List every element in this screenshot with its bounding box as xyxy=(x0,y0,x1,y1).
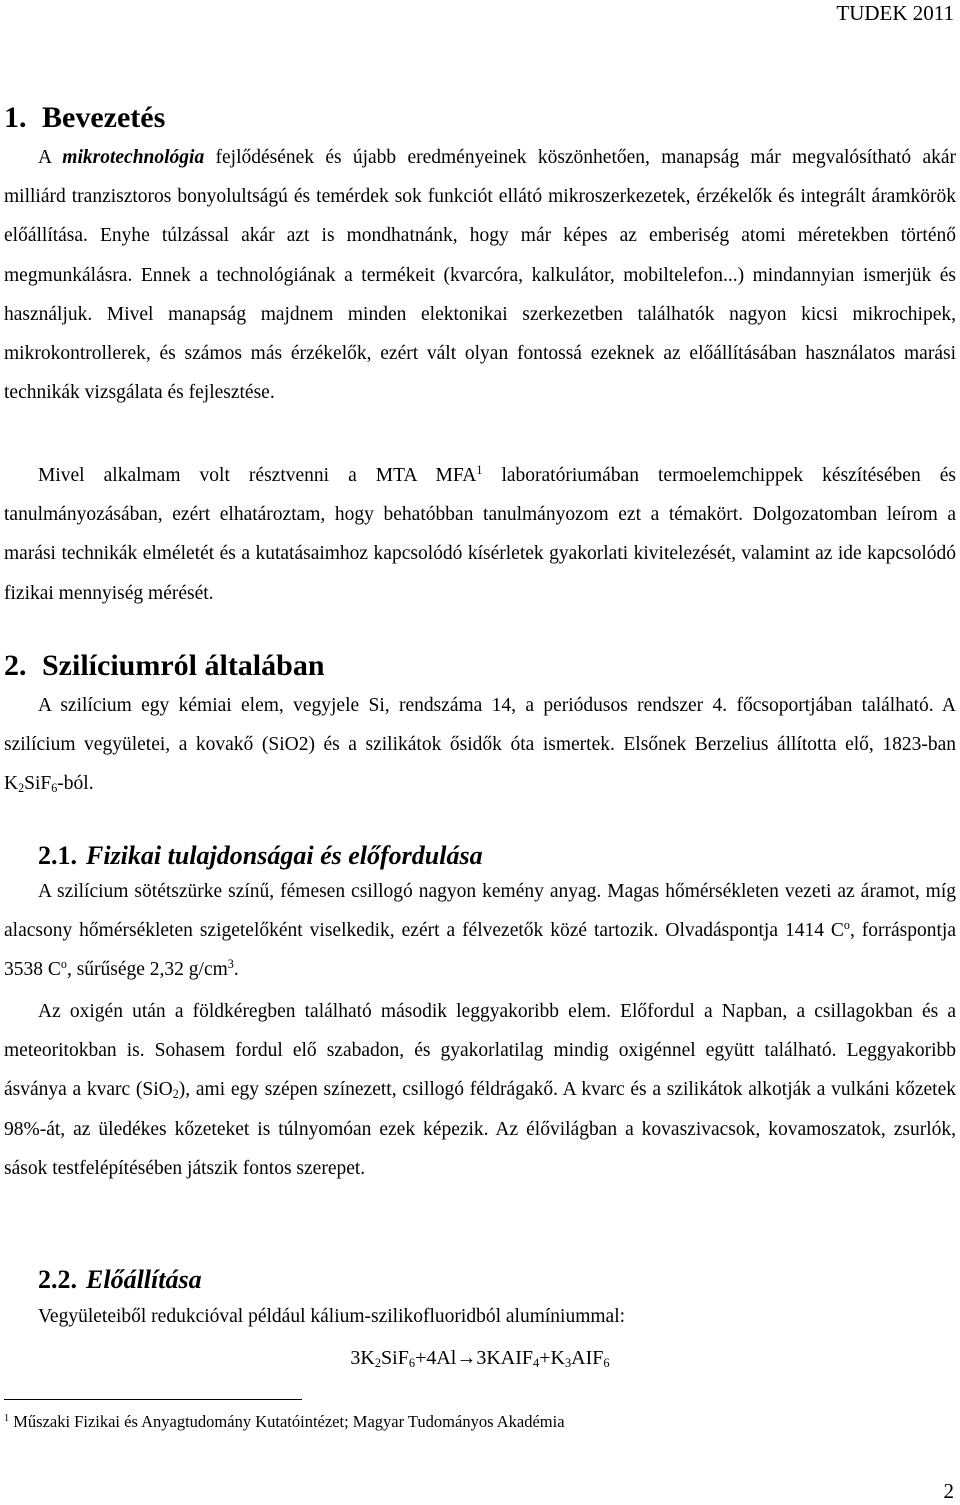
section-heading-2 xyxy=(4,648,325,684)
subsection-number: 2.1. xyxy=(38,841,77,870)
equation-term: 3KAIF xyxy=(476,1347,534,1369)
reaction-arrow-icon: → xyxy=(456,1347,477,1369)
text-run: Mivel alkalmam volt résztvenni a MTA MFA xyxy=(38,465,477,486)
running-header: TUDEK 2011 xyxy=(836,1,954,25)
intro-paragraph-2 xyxy=(4,456,956,613)
page-number: 2 xyxy=(943,1479,954,1503)
superscript: o xyxy=(60,957,67,972)
silicon-general-paragraph xyxy=(4,686,956,804)
equation-term: 3K xyxy=(350,1347,375,1369)
subsection-heading-2-2 xyxy=(38,1264,202,1296)
subscript: 2 xyxy=(374,1356,382,1371)
footnote-text: Műszaki Fizikai és Anyagtudomány Kutatóintézet; Magyar Tudományos Akadémia xyxy=(9,1412,565,1431)
physical-properties-paragraph xyxy=(4,872,956,990)
text-run: laboratóriumában termoelemchippek készítésében és tanulmányozásában, ezért elhatároztam, hogy behatóbban tanulmányozom ezt a témakört. Dolgozatomban leírom a marási technikák elméletét és a kutatásaimhoz kapcsolódó kísérletek gyakorlati kivitelezését, valamint az ide kapcsolódó fizikai mennyiség mérését. xyxy=(4,465,956,604)
section-number: 1. xyxy=(4,101,27,134)
text-run: Vegyületeiből redukcióval például kálium-szilikofluoridból alumíniummal: xyxy=(38,1306,626,1327)
footnote-mark: 1 xyxy=(4,1412,10,1424)
subscript: 6 xyxy=(408,1356,416,1371)
superscript: 3 xyxy=(227,957,234,972)
subscript: 6 xyxy=(51,781,58,796)
text-run: Az oxigén után a földkéregben található második leggyakoribb elem. Előfordul a Napban, a csillagokban és a meteoritokban is. Sohasem fordul elő szabadon, és gyakorlatilag mindig oxigénnel együtt található. Leggyakoribb ásványa a kvarc (SiO xyxy=(4,1001,956,1101)
section-heading-1 xyxy=(4,100,165,136)
footnote-ref: 1 xyxy=(476,462,483,477)
text-run: A xyxy=(38,147,63,168)
text-run: fejlődésének és újabb eredményeinek köszönhetően, manapság már megvalósítható akár milliárd tranzisztoros bonyolultságú és temérdek sok funkciót ellátó mikroszerkezetek, érzékelők és integrált áramkörök előállítása. Enyhe túlzással akár azt is mondhatnánk, hogy már képes az emberiség atomi méretekben történő megmunkálásra. Ennek a technológiának a termékeit (kvarcóra, kalkulátor, mobiltelefon...) mindannyian ismerjük és használjuk. Mivel manapság majdnem minden elektonikai szerkezetben találhatók nagyon kicsi mikrochipek, mikrokontrollerek, és számos más érzékelők, ezért vált olyan fontossá ezeknek az előállításában használatos marási technikák vizsgálata és fejlesztése. xyxy=(4,147,956,404)
subscript: 2 xyxy=(172,1087,179,1102)
production-paragraph xyxy=(4,1297,956,1336)
reaction-equation xyxy=(0,1345,960,1371)
text-run: A szilícium egy kémiai elem, vegyjele Si, rendszáma 14, a periódusos rendszer 4. főcsoportjában található. A szilícium vegyületei, a kovakő (SiO2) és a szilikátok ősidők óta ismertek. Elsőnek Berzelius állította elő, 1823-ban K xyxy=(4,695,956,795)
equation-term: +4Al xyxy=(415,1347,457,1369)
text-run: , forráspontja 3538 C xyxy=(4,920,957,981)
subscript: 3 xyxy=(564,1356,572,1371)
equation-term: +K xyxy=(539,1347,565,1369)
section-number: 2. xyxy=(4,649,27,682)
subscript: 2 xyxy=(18,781,25,796)
subscript: 6 xyxy=(603,1356,610,1371)
section-title: Bevezetés xyxy=(42,101,166,134)
text-run: A szilícium sötétszürke színű, fémesen csillogó nagyon kemény anyag. Magas hőmérsékleten vezeti az áramot, míg alacsony hőmérsékleten szigetelőként viselkedik, ezért a félvezetők közé tartozik. Olvadáspontja 1414 C xyxy=(4,881,956,942)
superscript: o xyxy=(843,917,850,932)
text-run: ), ami egy szépen színezett, csillogó féldrágakő. A kvarc és a szilikátok alkotják a vulkáni kőzetek 98%-át, az üledékes kőzeteket is túlnyomóan ezek képezik. Az élővilágban a kovaszivacsok, kovamoszatok, zsurlók, sások testfelépítésében játszik fontos szerepet. xyxy=(4,1079,956,1179)
subsection-heading-2-1 xyxy=(38,840,483,872)
subsection-title: Előállítása xyxy=(86,1265,202,1294)
equation-term: SiF xyxy=(381,1347,409,1369)
footnote xyxy=(4,1411,565,1433)
intro-paragraph-1 xyxy=(4,138,956,412)
equation-term: AIF xyxy=(571,1347,604,1369)
emphasis-term: mikrotechnológia xyxy=(62,147,205,168)
text-run: SiF xyxy=(24,773,52,795)
subsection-title: Fizikai tulajdonságai és előfordulása xyxy=(86,841,483,870)
subsection-number: 2.2. xyxy=(38,1265,77,1294)
text-run: , sűrűsége 2,32 g/cm xyxy=(66,959,228,981)
text-run: -ból. xyxy=(57,773,94,795)
section-title: Szilíciumról általában xyxy=(42,649,325,682)
subscript: 4 xyxy=(533,1356,540,1371)
occurrence-paragraph xyxy=(4,992,956,1188)
text-run: . xyxy=(233,959,239,981)
footnote-separator xyxy=(4,1399,302,1400)
